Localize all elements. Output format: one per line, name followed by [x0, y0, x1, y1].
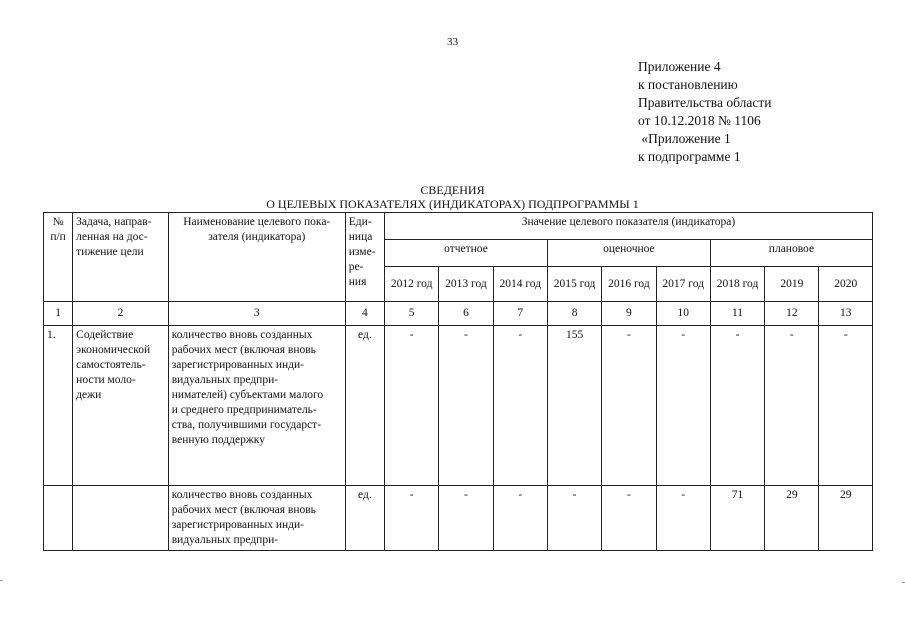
row-value: -: [602, 326, 656, 486]
column-number: 7: [493, 302, 547, 326]
row-unit: ед.: [345, 326, 384, 486]
column-number: 9: [602, 302, 656, 326]
appendix-line: Правительства области: [638, 95, 772, 110]
header-year: 2020: [819, 267, 873, 302]
header-num: № п/п: [44, 213, 73, 302]
row-value: 155: [547, 326, 601, 486]
appendix-line: от 10.12.2018 № 1106: [638, 113, 761, 128]
row-value: -: [439, 326, 493, 486]
header-group-estimated: оценочное: [547, 240, 710, 267]
row-value: 29: [819, 486, 873, 551]
row-unit: ед.: [345, 486, 384, 551]
page-number: 33: [447, 36, 458, 48]
document-title: [0, 183, 905, 211]
header-year: 2016 год: [602, 267, 656, 302]
row-value: -: [493, 326, 547, 486]
header-year: 2018 год: [710, 267, 764, 302]
column-number: 6: [439, 302, 493, 326]
appendix-line: к подпрограмме 1: [638, 149, 741, 164]
column-number: 13: [819, 302, 873, 326]
row-task: [73, 486, 169, 551]
column-number: 10: [656, 302, 710, 326]
header-year: 2014 год: [493, 267, 547, 302]
row-value: -: [602, 486, 656, 551]
row-value: -: [384, 486, 438, 551]
column-number: 8: [547, 302, 601, 326]
table-row: [44, 486, 873, 551]
title-line-2: О ЦЕЛЕВЫХ ПОКАЗАТЕЛЯХ (ИНДИКАТОРАХ) ПОДПРОГРАММЫ 1: [266, 197, 639, 211]
header-group-planned: плановое: [710, 240, 872, 267]
header-value: Значение целевого показателя (индикатора): [384, 213, 872, 240]
column-number: 11: [710, 302, 764, 326]
row-value: -: [656, 326, 710, 486]
header-year: 2019: [765, 267, 819, 302]
row-value: -: [765, 326, 819, 486]
header-year: 2012 год: [384, 267, 438, 302]
header-indicator-name: Наименование целевого пока- зателя (индикатора): [168, 213, 345, 302]
row-indicator-name: количество вновь созданных рабочих мест (включая вновь зарегистрированных инди- видуальных предпри-: [168, 486, 345, 551]
header-year: 2017 год: [656, 267, 710, 302]
row-value: -: [710, 326, 764, 486]
indicators-table: [43, 212, 873, 551]
appendix-line: «Приложение 1: [638, 131, 731, 146]
appendix-line: Приложение 4: [638, 59, 721, 74]
scan-mark: [0, 580, 3, 581]
header-year: 2015 год: [547, 267, 601, 302]
row-value: -: [656, 486, 710, 551]
title-line-1: СВЕДЕНИЯ: [420, 183, 485, 197]
column-number: 4: [345, 302, 384, 326]
row-task: Содействие экономической самостоятель- ности моло- дежи: [73, 326, 169, 486]
column-number: 3: [168, 302, 345, 326]
row-value: -: [547, 486, 601, 551]
row-value: 29: [765, 486, 819, 551]
row-indicator-name: количество вновь созданных рабочих мест (включая вновь зарегистрированных инди- видуальных предпри- нимателей) субъектами малого и среднего предприниматель- ства, получившими государст- венную поддержку: [168, 326, 345, 486]
header-group-reported: отчетное: [384, 240, 547, 267]
row-value: -: [819, 326, 873, 486]
row-value: -: [439, 486, 493, 551]
appendix-block: [638, 58, 771, 166]
column-number-row: [44, 302, 873, 326]
row-value: 71: [710, 486, 764, 551]
column-number: 12: [765, 302, 819, 326]
header-task: Задача, направ- ленная на дос- тижение цели: [73, 213, 169, 302]
table-row: [44, 326, 873, 486]
row-num: 1.: [44, 326, 73, 486]
row-value: -: [493, 486, 547, 551]
column-number: 2: [73, 302, 169, 326]
header-year: 2013 год: [439, 267, 493, 302]
row-num: [44, 486, 73, 551]
header-unit: Еди- ница изме- ре- ния: [345, 213, 384, 302]
column-number: 5: [384, 302, 438, 326]
appendix-line: к постановлению: [638, 77, 738, 92]
row-value: -: [384, 326, 438, 486]
column-number: 1: [44, 302, 73, 326]
